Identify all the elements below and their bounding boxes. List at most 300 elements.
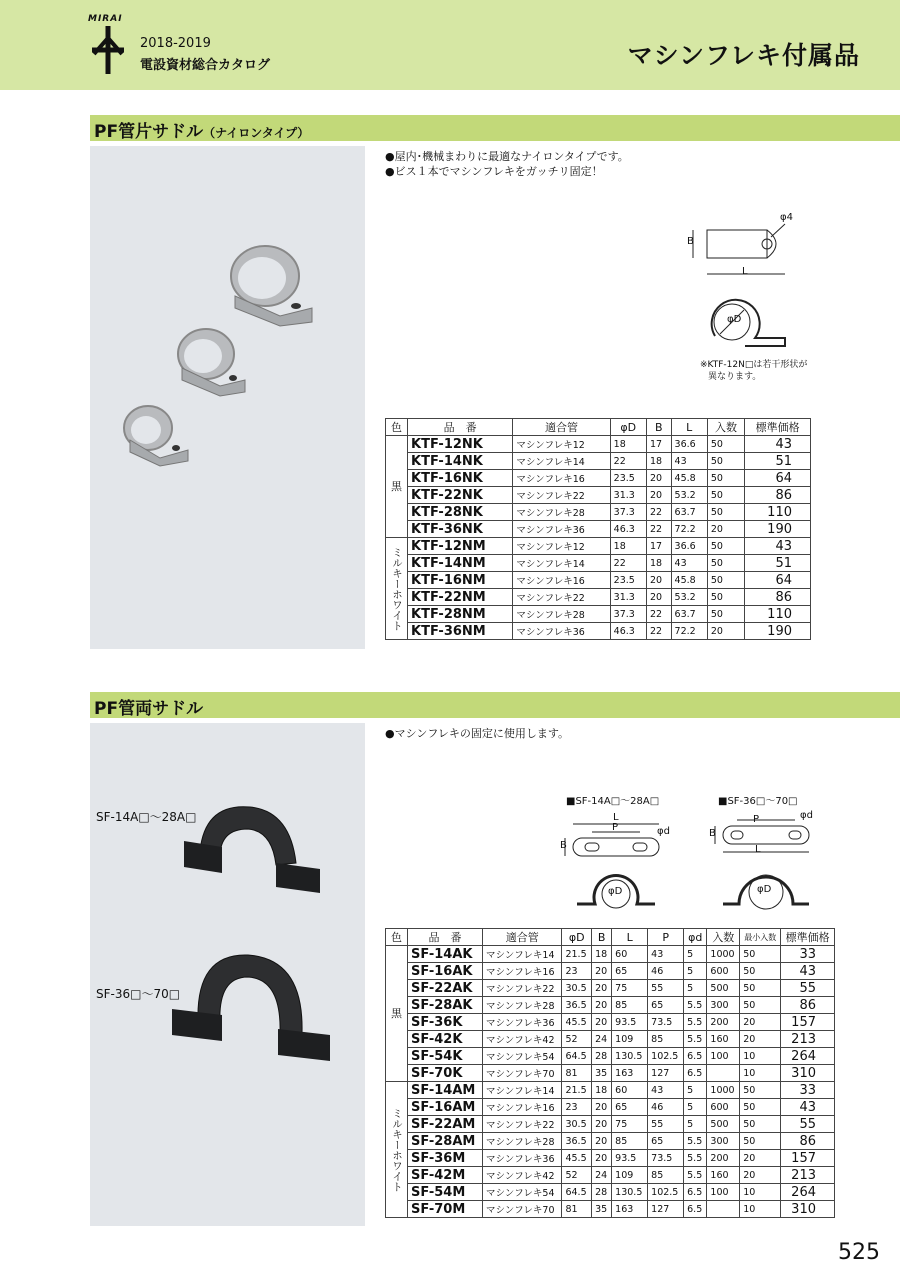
dim-label-l: L — [755, 844, 761, 855]
spec-value: 20 — [740, 1167, 781, 1184]
list-price: 213 — [781, 1167, 835, 1184]
feature-item: ●ビス１本でマシンフレキをガッチリ固定！ — [385, 165, 603, 178]
spec-value: 36.5 — [562, 1133, 592, 1150]
spec-value: 53.2 — [671, 589, 707, 606]
spec-value: 50 — [740, 1116, 781, 1133]
spec-value: 45.8 — [671, 470, 707, 487]
table-row — [386, 606, 811, 623]
product-code: KTF-16NK — [408, 470, 513, 487]
list-price: 51 — [745, 555, 811, 572]
spec-value: 55 — [648, 980, 684, 997]
table-row — [386, 589, 811, 606]
spec-value: 5 — [684, 946, 707, 963]
dim-label-phid: φD — [727, 314, 742, 325]
product-code: KTF-12NM — [408, 538, 513, 555]
spec-value: 24 — [592, 1031, 612, 1048]
spec-value: 72.2 — [671, 623, 707, 640]
column-header: φD — [562, 929, 592, 946]
spec-value: 81 — [562, 1201, 592, 1218]
table-row — [386, 997, 835, 1014]
spec-value: 20 — [592, 1116, 612, 1133]
spec-value: 300 — [707, 997, 740, 1014]
spec-value: 1000 — [707, 1082, 740, 1099]
spec-value: 50 — [707, 555, 744, 572]
spec-value: 20 — [740, 1031, 781, 1048]
list-price: 43 — [745, 436, 811, 453]
list-price: 43 — [781, 963, 835, 980]
spec-value: 31.3 — [610, 589, 646, 606]
dim-label-phid-small: φd — [657, 826, 670, 837]
feature-item: ●マシンフレキの固定に使用します。 — [385, 727, 570, 740]
spec-value: 5 — [684, 980, 707, 997]
spec-value: 50 — [740, 1133, 781, 1150]
column-header: P — [648, 929, 684, 946]
spec-value: 73.5 — [648, 1150, 684, 1167]
diagram-title: ■SF-14A□〜28A□ — [566, 796, 660, 807]
spec-value: 160 — [707, 1031, 740, 1048]
spec-value: 20 — [707, 623, 744, 640]
column-header: 品 番 — [408, 929, 483, 946]
spec-value: 20 — [592, 963, 612, 980]
list-price: 110 — [745, 504, 811, 521]
compatible-pipe: マシンフレキ42 — [483, 1167, 562, 1184]
spec-value: 5.5 — [684, 1014, 707, 1031]
column-header: 入数 — [707, 419, 744, 436]
spec-value: 22 — [646, 521, 671, 538]
product-photo-panel — [90, 146, 365, 649]
table-row — [386, 1082, 835, 1099]
diagram-title: ■SF-36□〜70□ — [718, 796, 798, 807]
spec-value: 75 — [612, 1116, 648, 1133]
column-header: 品 番 — [408, 419, 513, 436]
spec-value: 50 — [707, 572, 744, 589]
spec-value: 18 — [610, 538, 646, 555]
spec-value: 5.5 — [684, 1150, 707, 1167]
dim-label-p: P — [753, 814, 760, 825]
saddle-large-type-image — [172, 955, 330, 1061]
spec-value — [707, 1065, 740, 1082]
spec-value: 102.5 — [648, 1048, 684, 1065]
spec-value: 21.5 — [562, 1082, 592, 1099]
spec-value: 65 — [612, 1099, 648, 1116]
product-code: SF-14AK — [408, 946, 483, 963]
compatible-pipe: マシンフレキ14 — [513, 453, 610, 470]
spec-value: 50 — [740, 997, 781, 1014]
list-price: 43 — [781, 1099, 835, 1116]
spec-value: 20 — [646, 572, 671, 589]
section-header-double-saddle — [90, 692, 900, 718]
product-code: SF-42K — [408, 1031, 483, 1048]
table-row — [386, 1048, 835, 1065]
spec-value: 50 — [707, 436, 744, 453]
spec-value: 18 — [610, 436, 646, 453]
product-code: SF-22AM — [408, 1116, 483, 1133]
list-price: 310 — [781, 1065, 835, 1082]
dim-label-b: B — [560, 840, 567, 851]
compatible-pipe: マシンフレキ28 — [513, 606, 610, 623]
table-row — [386, 1065, 835, 1082]
page-number: 525 — [838, 1240, 880, 1265]
dim-label-l: L — [613, 812, 619, 823]
spec-value: 50 — [740, 980, 781, 997]
spec-value: 18 — [592, 946, 612, 963]
spec-value: 130.5 — [612, 1048, 648, 1065]
dim-label-phid-small: φd — [800, 810, 813, 821]
table-row — [386, 470, 811, 487]
color-cell: 黒 — [386, 946, 408, 1082]
spec-value: 93.5 — [612, 1014, 648, 1031]
compatible-pipe: マシンフレキ22 — [513, 589, 610, 606]
saddle-small-image — [124, 406, 188, 466]
spec-value: 5.5 — [684, 997, 707, 1014]
spec-value: 53.2 — [671, 487, 707, 504]
list-price: 86 — [745, 487, 811, 504]
section-subtitle: （ナイロンタイプ） — [203, 126, 310, 140]
spec-value: 500 — [707, 980, 740, 997]
spec-value: 50 — [707, 504, 744, 521]
column-header: 適合管 — [483, 929, 562, 946]
compatible-pipe: マシンフレキ70 — [483, 1201, 562, 1218]
product-code: SF-14AM — [408, 1082, 483, 1099]
spec-value: 20 — [646, 470, 671, 487]
section-title: PF管片サドル — [94, 122, 204, 142]
product-code: SF-70M — [408, 1201, 483, 1218]
spec-value: 43 — [648, 1082, 684, 1099]
compatible-pipe: マシンフレキ14 — [483, 946, 562, 963]
spec-value: 200 — [707, 1150, 740, 1167]
spec-value: 50 — [740, 1099, 781, 1116]
spec-value: 36.6 — [671, 538, 707, 555]
compatible-pipe: マシンフレキ28 — [483, 997, 562, 1014]
spec-value: 85 — [612, 1133, 648, 1150]
spec-value: 127 — [648, 1065, 684, 1082]
feature-list — [385, 149, 629, 179]
list-price: 310 — [781, 1201, 835, 1218]
spec-value: 30.5 — [562, 980, 592, 997]
spec-value: 600 — [707, 963, 740, 980]
spec-value: 45.5 — [562, 1150, 592, 1167]
list-price: 43 — [745, 538, 811, 555]
table-row — [386, 980, 835, 997]
spec-value: 55 — [648, 1116, 684, 1133]
spec-value: 10 — [740, 1065, 781, 1082]
spec-value: 81 — [562, 1065, 592, 1082]
compatible-pipe: マシンフレキ54 — [483, 1048, 562, 1065]
spec-value: 200 — [707, 1014, 740, 1031]
spec-value: 46.3 — [610, 623, 646, 640]
spec-value: 36.5 — [562, 997, 592, 1014]
product-code: KTF-22NM — [408, 589, 513, 606]
spec-value: 20 — [592, 997, 612, 1014]
product-photo-panel — [90, 723, 365, 1226]
product-code: SF-42M — [408, 1167, 483, 1184]
table-row — [386, 521, 811, 538]
spec-value: 22 — [610, 453, 646, 470]
list-price: 264 — [781, 1048, 835, 1065]
spec-value: 20 — [646, 589, 671, 606]
logo-text: MIRAI — [88, 14, 123, 24]
spec-value: 24 — [592, 1167, 612, 1184]
spec-value: 100 — [707, 1184, 740, 1201]
compatible-pipe: マシンフレキ16 — [483, 963, 562, 980]
spec-value: 10 — [740, 1048, 781, 1065]
spec-value: 5.5 — [684, 1031, 707, 1048]
spec-value: 5.5 — [684, 1133, 707, 1150]
compatible-pipe: マシンフレキ36 — [513, 623, 610, 640]
table-row — [386, 1014, 835, 1031]
spec-value: 35 — [592, 1065, 612, 1082]
table-row — [386, 1201, 835, 1218]
table-row — [386, 1150, 835, 1167]
color-cell: ミルキーホワイト — [386, 1082, 408, 1218]
column-header: L — [612, 929, 648, 946]
spec-value: 52 — [562, 1031, 592, 1048]
spec-value: 43 — [648, 946, 684, 963]
spec-value: 50 — [740, 1082, 781, 1099]
spec-value: 46.3 — [610, 521, 646, 538]
feature-item: ●屋内･機械まわりに最適なナイロンタイプです。 — [385, 150, 629, 163]
saddle-medium-image — [178, 329, 245, 396]
spec-value: 18 — [646, 555, 671, 572]
column-header: B — [592, 929, 612, 946]
compatible-pipe: マシンフレキ22 — [483, 1116, 562, 1133]
dim-label-phi4: φ4 — [780, 212, 793, 223]
shape-note: ※KTF-12N□は若干形状が 異なります。 — [700, 360, 808, 382]
compatible-pipe: マシンフレキ22 — [513, 487, 610, 504]
spec-value: 85 — [648, 1031, 684, 1048]
spec-value: 22 — [646, 606, 671, 623]
compatible-pipe: マシンフレキ12 — [513, 538, 610, 555]
product-code: SF-16AM — [408, 1099, 483, 1116]
column-header: 色 — [386, 419, 408, 436]
spec-value: 500 — [707, 1116, 740, 1133]
compatible-pipe: マシンフレキ16 — [513, 470, 610, 487]
spec-value: 31.3 — [610, 487, 646, 504]
table-row — [386, 572, 811, 589]
spec-value: 50 — [707, 589, 744, 606]
product-code: KTF-36NK — [408, 521, 513, 538]
spec-value: 23 — [562, 963, 592, 980]
spec-value: 109 — [612, 1167, 648, 1184]
table-row — [386, 963, 835, 980]
product-code: KTF-28NK — [408, 504, 513, 521]
catalog-name: 電設資材総合カタログ — [140, 58, 271, 73]
single-saddle-spec-table — [385, 418, 811, 640]
spec-value: 63.7 — [671, 504, 707, 521]
table-row — [386, 1099, 835, 1116]
table-row — [386, 1167, 835, 1184]
table-row — [386, 623, 811, 640]
spec-value: 65 — [648, 1133, 684, 1150]
table-row — [386, 555, 811, 572]
list-price: 86 — [781, 997, 835, 1014]
spec-value: 20 — [740, 1150, 781, 1167]
compatible-pipe: マシンフレキ16 — [513, 572, 610, 589]
spec-value: 72.2 — [671, 521, 707, 538]
spec-value — [707, 1201, 740, 1218]
spec-value: 20 — [740, 1014, 781, 1031]
spec-value: 20 — [592, 1099, 612, 1116]
spec-value: 50 — [740, 946, 781, 963]
spec-value: 28 — [592, 1048, 612, 1065]
spec-value: 300 — [707, 1133, 740, 1150]
page-title: マシンフレキ付属品 — [627, 41, 860, 70]
column-header: B — [646, 419, 671, 436]
spec-value: 163 — [612, 1065, 648, 1082]
spec-value: 10 — [740, 1201, 781, 1218]
table-row — [386, 504, 811, 521]
spec-value: 50 — [740, 963, 781, 980]
compatible-pipe: マシンフレキ70 — [483, 1065, 562, 1082]
saddle-large-image — [231, 246, 312, 326]
product-code: KTF-22NK — [408, 487, 513, 504]
spec-value: 600 — [707, 1099, 740, 1116]
compatible-pipe: マシンフレキ28 — [513, 504, 610, 521]
section-title: PF管両サドル — [94, 699, 204, 719]
color-cell: 黒 — [386, 436, 408, 538]
spec-value: 163 — [612, 1201, 648, 1218]
product-code: KTF-14NM — [408, 555, 513, 572]
table-row — [386, 453, 811, 470]
spec-value: 102.5 — [648, 1184, 684, 1201]
spec-value: 20 — [592, 1150, 612, 1167]
spec-value: 1000 — [707, 946, 740, 963]
spec-value: 73.5 — [648, 1014, 684, 1031]
dim-label-b: B — [709, 828, 716, 839]
compatible-pipe: マシンフレキ16 — [483, 1099, 562, 1116]
spec-value: 5 — [684, 1099, 707, 1116]
spec-value: 28 — [592, 1184, 612, 1201]
compatible-pipe: マシンフレキ22 — [483, 980, 562, 997]
photo-label: SF-36□〜70□ — [96, 987, 181, 1001]
list-price: 86 — [781, 1133, 835, 1150]
compatible-pipe: マシンフレキ28 — [483, 1133, 562, 1150]
product-code: SF-36K — [408, 1014, 483, 1031]
list-price: 51 — [745, 453, 811, 470]
spec-value: 160 — [707, 1167, 740, 1184]
column-header: 標準価格 — [745, 419, 811, 436]
spec-value: 17 — [646, 436, 671, 453]
spec-value: 50 — [707, 606, 744, 623]
column-header: 標準価格 — [781, 929, 835, 946]
spec-value: 93.5 — [612, 1150, 648, 1167]
spec-value: 30.5 — [562, 1116, 592, 1133]
section-header-single-saddle — [90, 115, 900, 141]
spec-value: 85 — [648, 1167, 684, 1184]
spec-value: 22 — [610, 555, 646, 572]
spec-value: 23 — [562, 1099, 592, 1116]
spec-value: 23.5 — [610, 470, 646, 487]
product-code: SF-54M — [408, 1184, 483, 1201]
spec-value: 52 — [562, 1167, 592, 1184]
spec-value: 6.5 — [684, 1184, 707, 1201]
spec-value: 17 — [646, 538, 671, 555]
page-header — [0, 0, 900, 90]
table-row — [386, 487, 811, 504]
product-code: SF-16AK — [408, 963, 483, 980]
spec-value: 85 — [612, 997, 648, 1014]
list-price: 157 — [781, 1014, 835, 1031]
product-code: KTF-36NM — [408, 623, 513, 640]
spec-value: 20 — [592, 1014, 612, 1031]
list-price: 213 — [781, 1031, 835, 1048]
spec-value: 127 — [648, 1201, 684, 1218]
spec-value: 37.3 — [610, 504, 646, 521]
spec-value: 50 — [707, 470, 744, 487]
product-code: SF-28AK — [408, 997, 483, 1014]
double-saddle-photo — [90, 723, 365, 1226]
compatible-pipe: マシンフレキ14 — [513, 555, 610, 572]
product-code: SF-28AM — [408, 1133, 483, 1150]
color-cell: ミルキーホワイト — [386, 538, 408, 640]
list-price: 64 — [745, 470, 811, 487]
spec-value: 20 — [592, 1133, 612, 1150]
table-row — [386, 1133, 835, 1150]
spec-value: 63.7 — [671, 606, 707, 623]
double-saddle-spec-table — [385, 928, 835, 1218]
spec-value: 21.5 — [562, 946, 592, 963]
dim-label-b: B — [687, 236, 694, 247]
catalog-year: 2018-2019 — [140, 36, 211, 51]
compatible-pipe: マシンフレキ36 — [483, 1150, 562, 1167]
spec-value: 45.5 — [562, 1014, 592, 1031]
table-row — [386, 1116, 835, 1133]
spec-value: 64.5 — [562, 1184, 592, 1201]
spec-value: 43 — [671, 555, 707, 572]
compatible-pipe: マシンフレキ36 — [513, 521, 610, 538]
spec-value: 43 — [671, 453, 707, 470]
column-header: φD — [610, 419, 646, 436]
list-price: 190 — [745, 521, 811, 538]
spec-value: 6.5 — [684, 1065, 707, 1082]
spec-value: 109 — [612, 1031, 648, 1048]
list-price: 264 — [781, 1184, 835, 1201]
spec-value: 60 — [612, 946, 648, 963]
column-header: 入数 — [707, 929, 740, 946]
column-header: 適合管 — [513, 419, 610, 436]
spec-value: 20 — [592, 980, 612, 997]
spec-value: 20 — [646, 487, 671, 504]
spec-value: 46 — [648, 1099, 684, 1116]
product-code: KTF-14NK — [408, 453, 513, 470]
list-price: 64 — [745, 572, 811, 589]
spec-value: 22 — [646, 504, 671, 521]
dim-label-p: P — [612, 822, 619, 833]
product-code: KTF-12NK — [408, 436, 513, 453]
spec-value: 35 — [592, 1201, 612, 1218]
dim-label-l: L — [742, 266, 748, 277]
table-row — [386, 1031, 835, 1048]
spec-value: 6.5 — [684, 1048, 707, 1065]
product-code: SF-54K — [408, 1048, 483, 1065]
saddle-small-type-image — [184, 807, 320, 893]
spec-value: 10 — [740, 1184, 781, 1201]
table-row — [386, 1184, 835, 1201]
product-code: KTF-28NM — [408, 606, 513, 623]
table-row — [386, 946, 835, 963]
spec-value: 23.5 — [610, 572, 646, 589]
list-price: 55 — [781, 980, 835, 997]
compatible-pipe: マシンフレキ14 — [483, 1082, 562, 1099]
spec-value: 5 — [684, 963, 707, 980]
product-code: KTF-16NM — [408, 572, 513, 589]
spec-value: 65 — [612, 963, 648, 980]
list-price: 110 — [745, 606, 811, 623]
spec-value: 37.3 — [610, 606, 646, 623]
spec-value: 22 — [646, 623, 671, 640]
list-price: 190 — [745, 623, 811, 640]
table-row — [386, 538, 811, 555]
